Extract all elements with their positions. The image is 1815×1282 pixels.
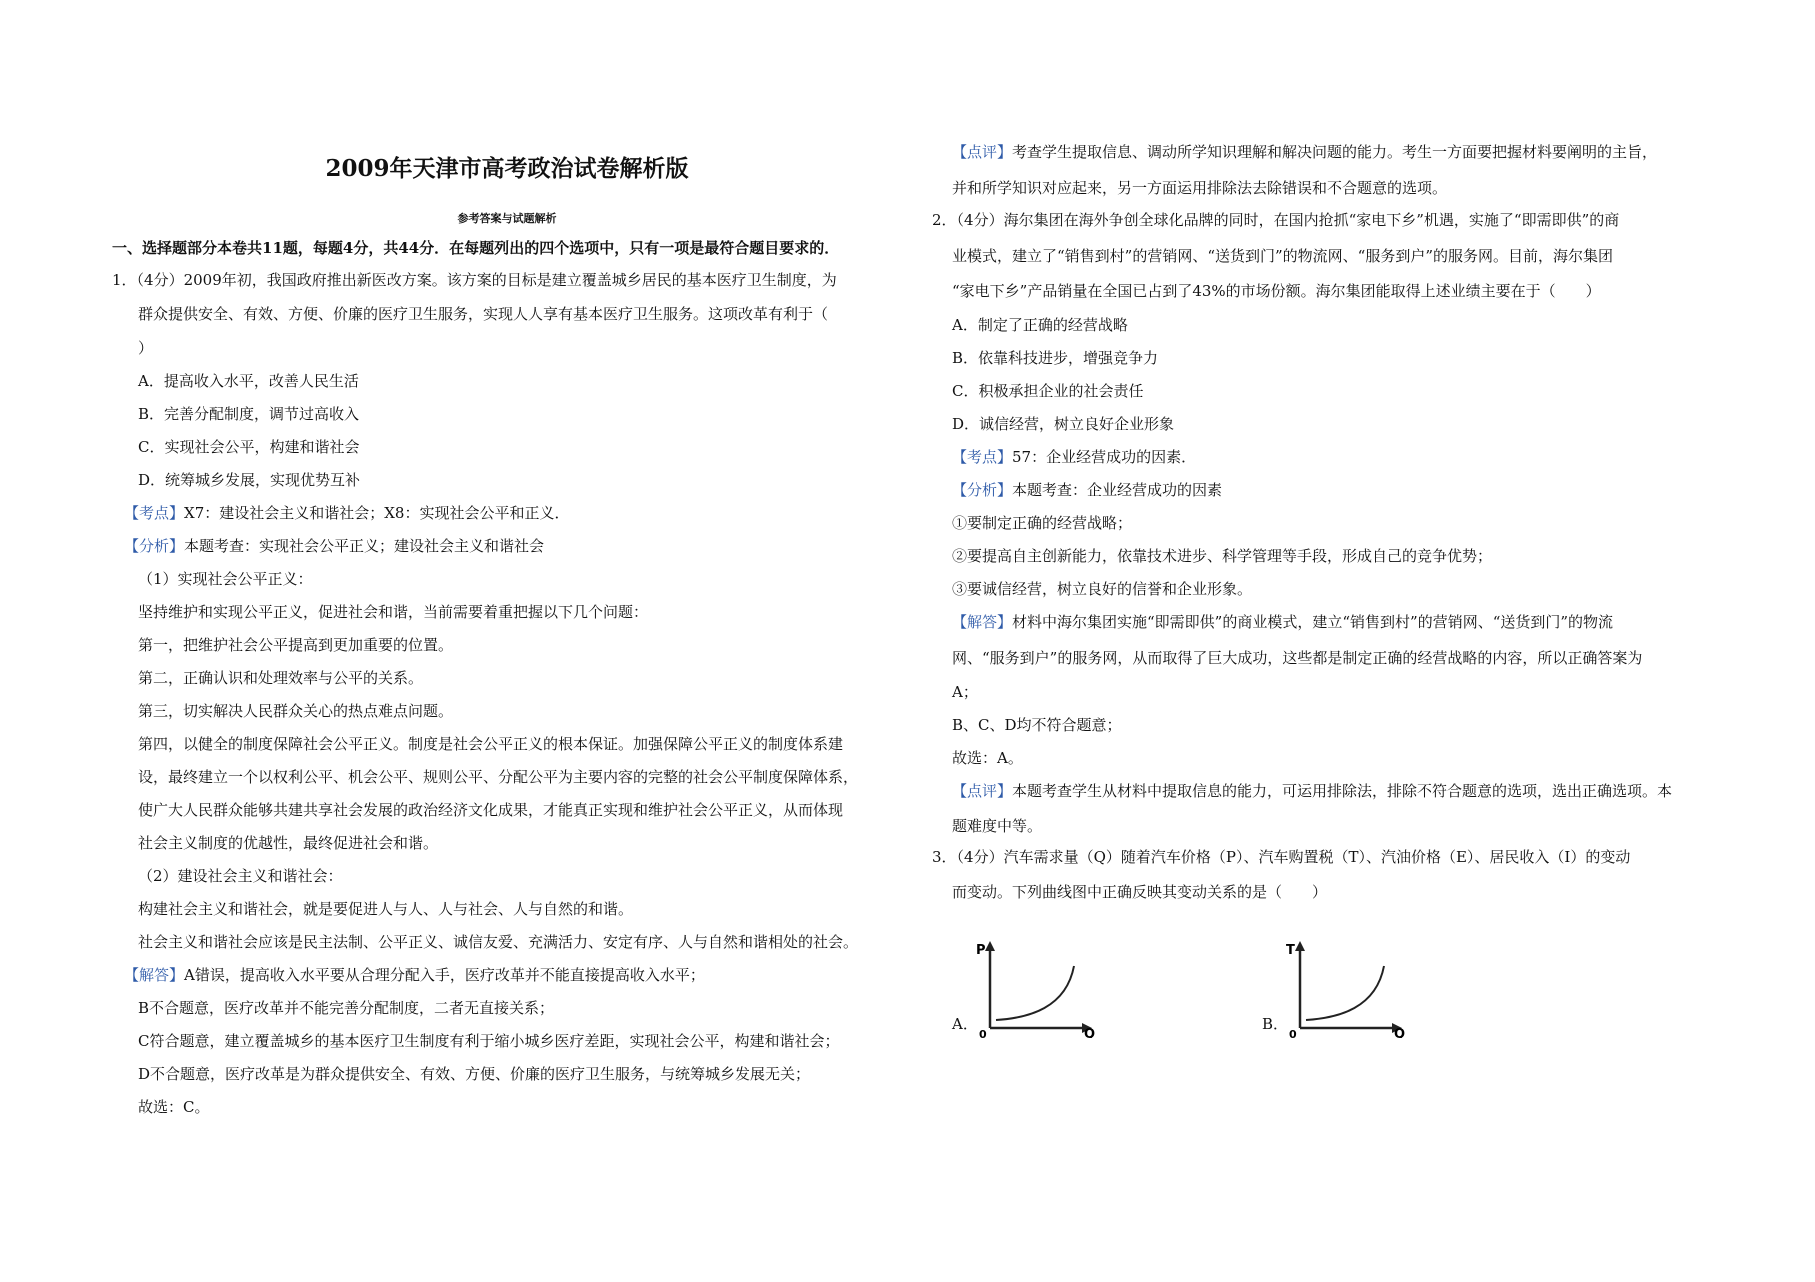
q1-analysis-line: 设，最终建立一个以权利公平、机会公平、规则公平、分配公平为主要内容的完整的社会公平制度保障体系，: [138, 768, 859, 786]
q3-graph-b: [1284, 938, 1414, 1042]
dianping-line: 题难度中等。: [952, 817, 1043, 835]
jieda-tag: 【解答】: [124, 966, 185, 984]
dianping-tag: 【点评】: [952, 782, 1013, 800]
q1-analysis-line: 社会主义制度的优越性，最终促进社会和谐。: [138, 834, 439, 852]
kaodian-tag: 【考点】: [124, 504, 185, 522]
origin-label: 0: [1289, 1028, 1297, 1038]
q2-dianping: 【点评】本题考查学生从材料中提取信息的能力，可运用排除法，排除不符合题意的选项，选出正确选项。本: [952, 782, 1673, 800]
q1-analysis-line: 第二，正确认识和处理效率与公平的关系。: [138, 669, 424, 687]
page-title: 2009年天津市高考政治试卷解析版: [325, 155, 689, 182]
q1-stem-line: 1．（4分）2009年初，我国政府推出新医改方案。该方案的目标是建立覆盖城乡居民的基本医疗卫生制度，为: [112, 271, 837, 289]
q2-option-d: D．诚信经营，树立良好企业形象: [952, 415, 1175, 433]
x-axis-label: Q: [1394, 1027, 1406, 1038]
y-axis-label: P: [976, 943, 986, 958]
section-heading: 一、选择题部分本卷共11题，每题4分，共44分．在每题列出的四个选项中，只有一项是最符合题目要求的．: [112, 239, 840, 257]
q2-option-c: C．积极承担企业的社会责任: [952, 382, 1144, 400]
q2-fenxi: 【分析】本题考查：企业经营成功的因素: [952, 481, 1223, 499]
q1-option-b: B．完善分配制度，调节过高收入: [138, 405, 360, 423]
q1-stem-line: ）: [138, 339, 154, 357]
q3-graph-b-label: B．: [1262, 1015, 1289, 1033]
q2-stem-line: “家电下乡”产品销量在全国已占到了43%的市场份额。海尔集团能取得上述业绩主要在于（ ）: [952, 282, 1601, 300]
q1-answer-choice: 故选：C。: [138, 1098, 210, 1116]
curve: [1306, 966, 1384, 1020]
y-axis-arrow: [1295, 941, 1305, 951]
q1-analysis-line: 构建社会主义和谐社会，就是要促进人与人、人与社会、人与自然的和谐。: [138, 900, 634, 918]
x-axis-label: Q: [1084, 1027, 1096, 1038]
q2-answer-line: B、C、D均不符合题意；: [952, 716, 1122, 734]
dianping-line: 并和所学知识对应起来，另一方面运用排除法去除错误和不合题意的选项。: [952, 179, 1448, 197]
q2-kaodian: 【考点】57：企业经营成功的因素．: [952, 448, 1197, 466]
q2-analysis-line: ③要诚信经营，树立良好的信誉和企业形象。: [952, 580, 1253, 598]
q2-answer-choice: 故选：A。: [952, 749, 1023, 767]
q1-kaodian: 【考点】X7：建设社会主义和谐社会；X8：实现社会公平和正义．: [124, 504, 570, 522]
q3-graph-a-label: A．: [952, 1015, 978, 1033]
q3-stem-line: 3．（4分）汽车需求量（Q）随着汽车价格（P）、汽车购置税（T）、汽油价格（E）、居民收入（I）的变动: [932, 848, 1631, 866]
q1-analysis-line: （2）建设社会主义和谐社会：: [138, 867, 343, 885]
q3-stem-line: 而变动。下列曲线图中正确反映其变动关系的是（ ）: [952, 883, 1328, 901]
dianping-tag: 【点评】: [952, 143, 1013, 161]
q1-analysis-line: 坚持维护和实现公平正义，促进社会和谐，当前需要着重把握以下几个问题：: [138, 603, 649, 621]
q1-stem-line: 群众提供安全、有效、方便、价廉的医疗卫生服务，实现人人享有基本医疗卫生服务。这项改革有利于（: [138, 305, 829, 323]
q2-stem-line: 业模式，建立了“销售到村”的营销网、“送货到门”的物流网、“服务到户”的服务网。目前，海尔集团: [952, 247, 1614, 265]
q1-analysis-line: 第四，以健全的制度保障社会公平正义。制度是社会公平正义的根本保证。加强保障公平正义的制度体系建: [138, 735, 844, 753]
q1-analysis-line: 社会主义和谐社会应该是民主法制、公平正义、诚信友爱、充满活力、安定有序、人与自然和谐相处的社会。: [138, 933, 859, 951]
q1-analysis-line: 使广大人民群众能够共建共享社会发展的政治经济文化成果，才能真正实现和维护社会公平正义，从而体现: [138, 801, 844, 819]
y-axis-arrow: [985, 941, 995, 951]
origin-label: 0: [979, 1028, 987, 1038]
q2-answer-line: 网、“服务到户”的服务网，从而取得了巨大成功，这些都是制定正确的经营战略的内容，所以正确答案为: [952, 649, 1643, 667]
q1-analysis-line: （1）实现社会公平正义：: [138, 570, 313, 588]
q2-option-b: B．依靠科技进步，增强竞争力: [952, 349, 1159, 367]
q1-option-c: C．实现社会公平，构建和谐社会: [138, 438, 360, 456]
q1-analysis-line: 第一，把维护社会公平提高到更加重要的位置。: [138, 636, 454, 654]
q2-jieda: 【解答】材料中海尔集团实施“即需即供”的商业模式，建立“销售到村”的营销网、“送货到门”的物流: [952, 613, 1614, 631]
kaodian-tag: 【考点】: [952, 448, 1013, 466]
fenxi-tag: 【分析】: [952, 481, 1013, 499]
q1-analysis-line: 第三，切实解决人民群众关心的热点难点问题。: [138, 702, 454, 720]
q1-answer-line: B不合题意，医疗改革并不能完善分配制度，二者无直接关系；: [138, 999, 555, 1017]
q2-answer-line: A；: [952, 683, 978, 701]
graph-a-svg: [974, 938, 1104, 1038]
q1-answer-line: D不合题意，医疗改革是为群众提供安全、有效、方便、价廉的医疗卫生服务，与统筹城乡发展无关；: [138, 1065, 811, 1083]
q1-option-a: A．提高收入水平，改善人民生活: [138, 372, 359, 390]
q2-analysis-line: ①要制定正确的经营战略；: [952, 514, 1133, 532]
q2-stem-line: 2．（4分）海尔集团在海外争创全球化品牌的同时，在国内抢抓“家电下乡”机遇，实施了“即需即供”的商: [932, 211, 1620, 229]
page-subtitle: 参考答案与试题解析: [457, 212, 557, 225]
q1-fenxi: 【分析】本题考查：实现社会公平正义；建设社会主义和谐社会: [124, 537, 545, 555]
q2-analysis-line: ②要提高自主创新能力，依靠技术进步、科学管理等手段，形成自己的竞争优势；: [952, 547, 1493, 565]
q-prev-dianping: 【点评】考查学生提取信息、调动所学知识理解和解决问题的能力。考生一方面要把握材料要阐明的主旨，: [952, 143, 1658, 161]
q1-answer-line: C符合题意，建立覆盖城乡的基本医疗卫生制度有利于缩小城乡医疗差距，实现社会公平，构建和谐社会；: [138, 1032, 840, 1050]
curve: [996, 966, 1074, 1020]
fenxi-tag: 【分析】: [124, 537, 185, 555]
y-axis-label: T: [1286, 943, 1295, 958]
q3-graph-a: [974, 938, 1104, 1042]
q1-jieda: 【解答】A错误，提高收入水平要从合理分配入手，医疗改革并不能直接提高收入水平；: [124, 966, 705, 984]
q2-option-a: A．制定了正确的经营战略: [952, 316, 1128, 334]
graph-b-svg: [1284, 938, 1414, 1038]
jieda-tag: 【解答】: [952, 613, 1013, 631]
q1-option-d: D．统筹城乡发展，实现优势互补: [138, 471, 361, 489]
